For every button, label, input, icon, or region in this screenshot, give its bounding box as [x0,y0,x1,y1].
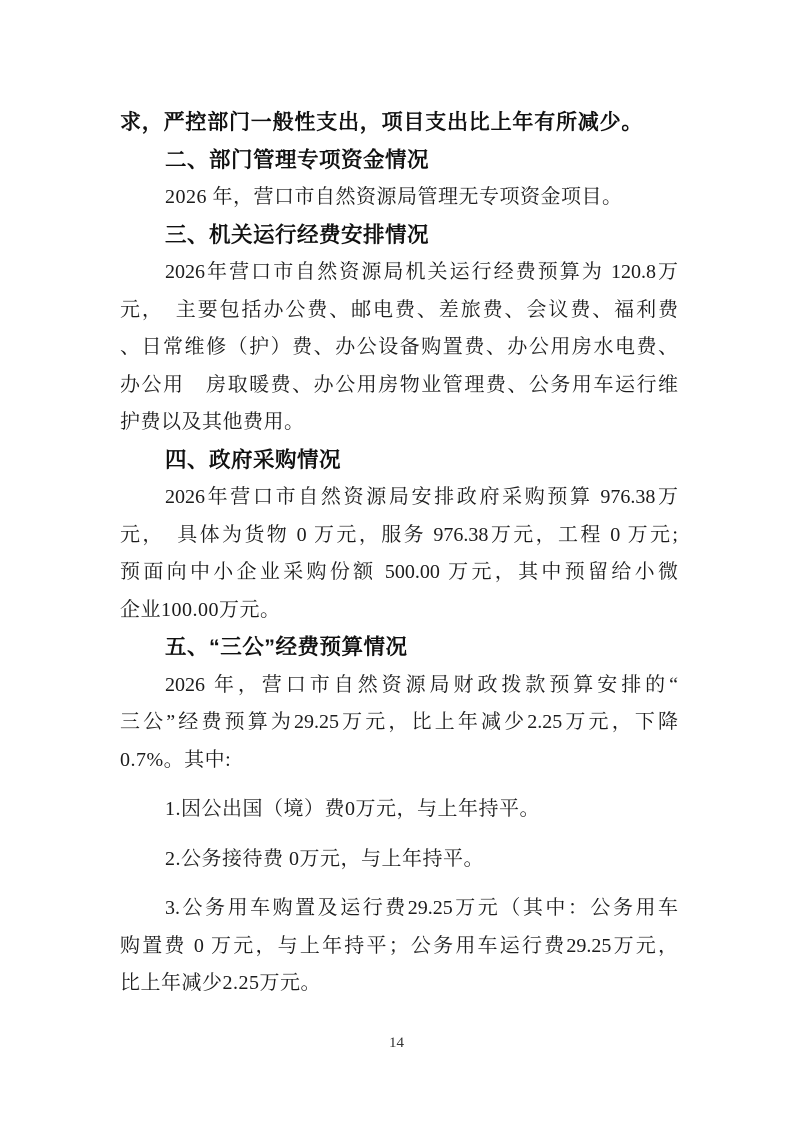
section-heading-2: 二、部门管理专项资金情况 [165,147,430,172]
list-item-line: 2.公务接待费 0万元，与上年持平。 [165,847,484,870]
body-line: 比上年减少2.25万元。 [120,972,321,994]
body-line: 、日常维修（护）费、办公设备购置费、办公用房水电费、 [120,336,678,358]
body-line: 2026 年，营口市自然资源局管理无专项资金项目。 [165,186,623,208]
body-line: 2026年营口市自然资源局机关运行经费预算为 120.8万 [165,261,678,283]
section-heading-3: 三、机关运行经费安排情况 [165,222,430,247]
body-line: 2026 年，营口市自然资源局财政拨款预算安排的“ [165,673,678,696]
body-line: 预面向中小企业采购份额 500.00 万元，其中预留给小微 [120,561,678,583]
document-body [120,104,678,1003]
body-line: 企业100.00万元。 [120,598,281,621]
section-heading-5: 五、“三公”经费预算情况 [165,635,408,659]
list-item-line: 1.因公出国（境）费0万元，与上年持平。 [165,798,540,820]
page-number: 14 [389,1035,404,1051]
body-line: 2026年营口市自然资源局安排政府采购预算 976.38万 [165,486,678,508]
body-line: 0.7%。其中: [120,748,232,771]
paragraph-continuation-line: 求，严控部门一般性支出，项目支出比上年有所减少。 [120,111,644,134]
section-heading-4: 四、政府采购情况 [165,447,342,472]
body-line: 三公”经费预算为29.25万元，比上年减少2.25万元，下降 [120,711,678,733]
list-item-line: 3.公务用车购置及运行费29.25万元（其中：公务用车 [165,897,678,919]
body-line: 护费以及其他费用。 [120,411,305,433]
body-line: 购置费 0 万元，与上年持平；公务用车运行费29.25万元， [120,934,678,957]
body-line: 元， 主要包括办公费、邮电费、差旅费、会议费、福利费 [120,298,678,321]
body-line: 元， 具体为货物 0 万元，服务 976.38万元，工程 0 万元; [120,523,678,546]
body-line: 办公用 房取暖费、办公用房物业管理费、公务用车运行维 [120,373,678,396]
